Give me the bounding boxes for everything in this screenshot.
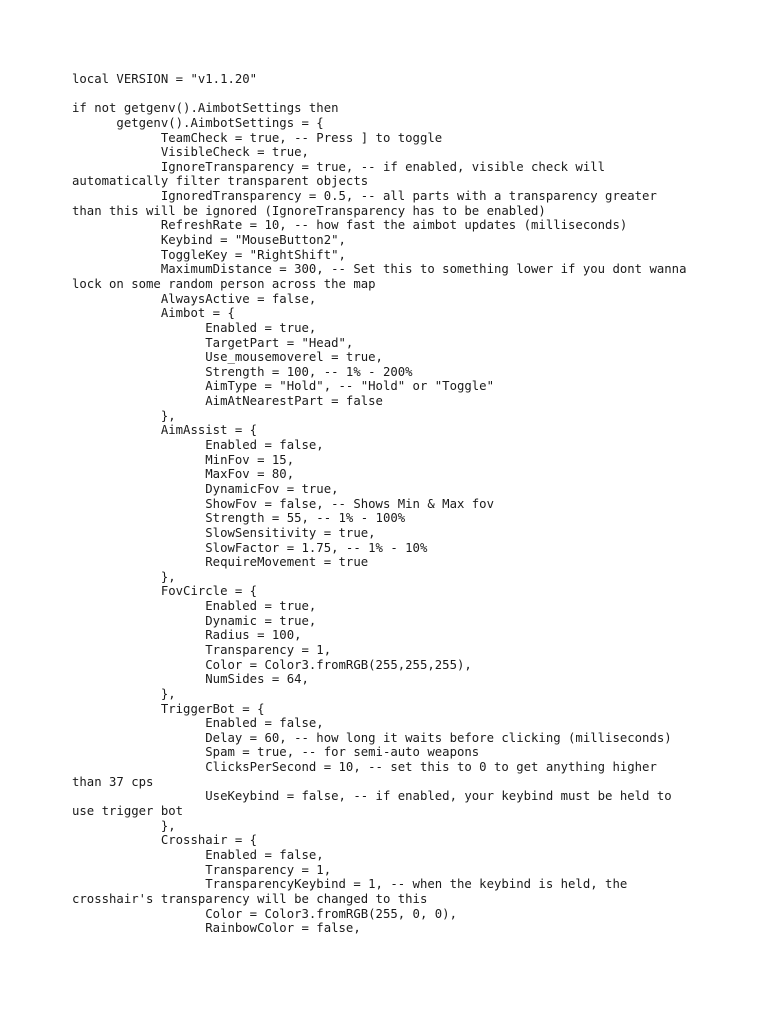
code-line: AimAssist = { (72, 423, 258, 438)
code-line: MinFov = 15, (72, 452, 295, 467)
code-line: }, (72, 408, 176, 423)
code-line: RainbowColor = false, (72, 921, 361, 936)
code-line (72, 87, 712, 102)
code-line: }, (72, 686, 176, 701)
code-line: MaxFov = 80, (72, 467, 295, 482)
code-line: than this will be ignored (IgnoreTransparency has to be enabled) (72, 203, 546, 218)
code-line: ClicksPerSecond = 10, -- set this to 0 to get anything higher (72, 760, 657, 775)
code-line: Aimbot = { (72, 306, 235, 321)
code-line: Transparency = 1, (72, 862, 332, 877)
code-line: Color = Color3.fromRGB(255,255,255), (72, 657, 472, 672)
code-line: Crosshair = { (72, 833, 258, 848)
code-line: AimType = "Hold", -- "Hold" or "Toggle" (72, 379, 494, 394)
code-line: than 37 cps (72, 774, 154, 789)
code-line: AlwaysActive = false, (72, 291, 317, 306)
code-line: Enabled = false, (72, 847, 324, 862)
code-line: RefreshRate = 10, -- how fast the aimbot updates (milliseconds) (72, 218, 628, 233)
code-line: use trigger bot (72, 804, 184, 819)
code-line: Use_mousemoverel = true, (72, 350, 383, 365)
code-line: NumSides = 64, (72, 672, 309, 687)
code-line: Enabled = false, (72, 438, 324, 453)
code-line: Enabled = true, (72, 599, 317, 614)
code-line: VisibleCheck = true, (72, 145, 309, 160)
code-line: DynamicFov = true, (72, 481, 339, 496)
code-line: getgenv().AimbotSettings = { (72, 115, 324, 130)
code-line: MaximumDistance = 300, -- Set this to something lower if you dont wanna (72, 262, 687, 277)
code-line: FovCircle = { (72, 584, 258, 599)
code-line: Strength = 100, -- 1% - 200% (72, 364, 413, 379)
code-line: }, (72, 569, 176, 584)
code-line: crosshair's transparency will be changed to this (72, 891, 428, 906)
code-line: SlowFactor = 1.75, -- 1% - 10% (72, 540, 428, 555)
code-line: TransparencyKeybind = 1, -- when the keybind is held, the (72, 877, 628, 892)
code-line: automatically filter transparent objects (72, 174, 369, 189)
code-line: AimAtNearestPart = false (72, 394, 383, 409)
code-line: Spam = true, -- for semi-auto weapons (72, 745, 480, 760)
code-line: local VERSION = "v1.1.20" (72, 72, 258, 86)
code-line: Strength = 55, -- 1% - 100% (72, 511, 406, 526)
code-line: UseKeybind = false, -- if enabled, your keybind must be held to (72, 789, 672, 804)
code-line: TargetPart = "Head", (72, 335, 354, 350)
code-line: lock on some random person across the map (72, 276, 376, 291)
code-line: SlowSensitivity = true, (72, 525, 376, 540)
code-line: Keybind = "MouseButton2", (72, 233, 346, 248)
code-line: IgnoreTransparency = true, -- if enabled, visible check will (72, 159, 606, 174)
code-line: ShowFov = false, -- Shows Min & Max fov (72, 496, 494, 511)
code-line: Enabled = true, (72, 320, 317, 335)
code-line: Radius = 100, (72, 628, 302, 643)
code-line: Dynamic = true, (72, 613, 317, 628)
code-line: Color = Color3.fromRGB(255, 0, 0), (72, 906, 457, 921)
code-line: RequireMovement = true (72, 555, 369, 570)
code-block (72, 72, 712, 936)
code-line: Delay = 60, -- how long it waits before clicking (milliseconds) (72, 730, 672, 745)
code-line: }, (72, 818, 176, 833)
code-line: if not getgenv().AimbotSettings then (72, 101, 339, 116)
code-line: ToggleKey = "RightShift", (72, 247, 346, 262)
code-line: TeamCheck = true, -- Press ] to toggle (72, 130, 443, 145)
code-line: Transparency = 1, (72, 642, 332, 657)
code-line: TriggerBot = { (72, 701, 265, 716)
code-line: Enabled = false, (72, 716, 324, 731)
code-line: IgnoredTransparency = 0.5, -- all parts with a transparency greater (72, 189, 657, 204)
